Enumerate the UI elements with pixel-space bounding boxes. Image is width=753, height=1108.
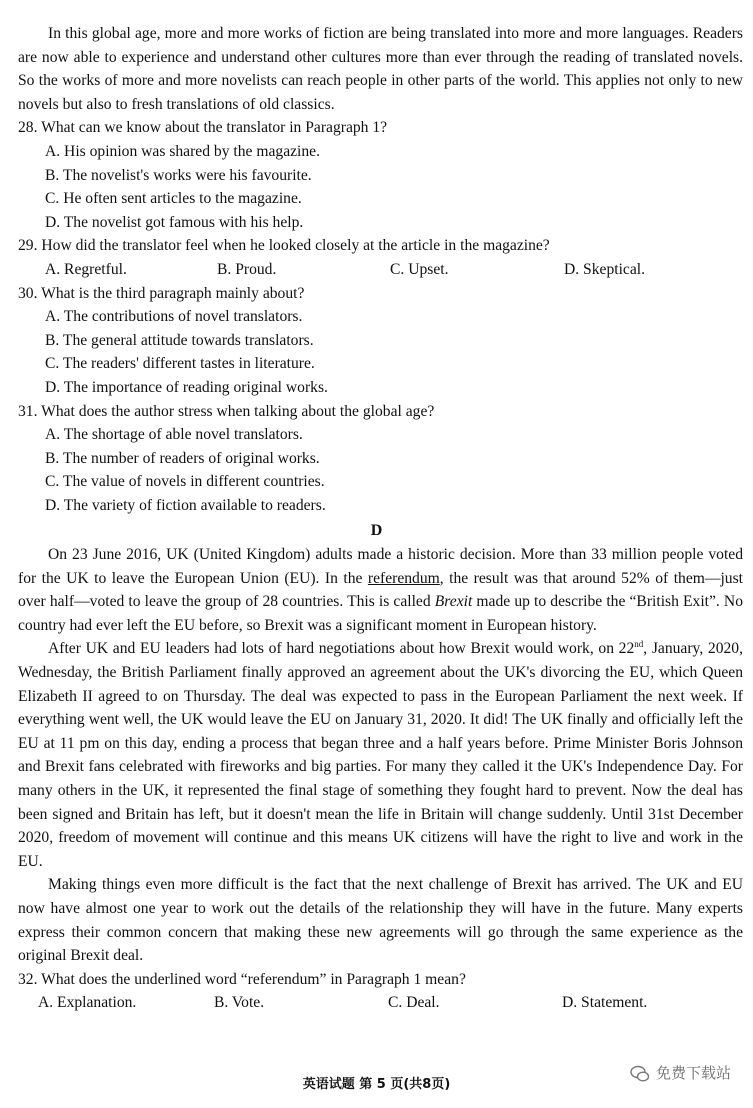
question-30: [0, 282, 753, 400]
option-b: B. The number of readers of original works.: [45, 449, 320, 467]
passage-d-paragraph-3: Making things even more difficult is the fact that the next challenge of Brexit has arrived. The UK and EU now have almost one year to work out the details of the relationship they will have in the future. Many experts express their common concern that making these new agreements will go through the same experience as the original Brexit deal.: [18, 876, 743, 965]
option-b: B. Proud.: [217, 260, 277, 278]
option-b: B. The general attitude towards translators.: [45, 331, 314, 349]
question-stem: 30. What is the third paragraph mainly about?: [18, 284, 305, 302]
underlined-word: referendum: [367, 569, 440, 587]
option-d: D. The importance of reading original works.: [45, 378, 328, 396]
question-stem: 31. What does the author stress when talking about the global age?: [18, 402, 435, 420]
text-run: , the result was that around 52% of them—just over half—voted to leave the group of 28 countries. This is called: [18, 569, 743, 611]
text-run: made up to describe the “British Exit”. No country had ever left the EU before, so Brexit was a significant moment in European history.: [18, 593, 743, 634]
option-b: B. Vote.: [214, 994, 265, 1012]
option-a: A. The contributions of novel translators.: [45, 308, 303, 326]
options-row: [38, 991, 743, 1015]
option-a: A. The shortage of able novel translators.: [45, 426, 303, 444]
option-c: C. Deal.: [388, 994, 440, 1012]
text-run: , January, 2020, Wednesday, the British Parliament finally approved an agreement about the UK's divorcing the EU, which Queen Elizabeth II agreed to on Thursday. The deal was expected to pass in the European Parliament the next week. If everything went well, the UK would leave the EU on January 31, 2020. It did! The UK finally and officially left the EU at 11 pm on this day, ending a process that began three and a half years before. Prime Minister Boris Johnson and Brexit fans celebrated with fireworks and big parties. For many they called it the UK's Independence Day. For many others in the UK, it represented the final stage of something they fought hard to prevent. Now the deal has been signed and Britain has left, but it doesn't mean the life in Britain will change suddenly. Until 31st December 2020, freedom of movement will continue and this means UK citizens will have the right to live and work in the EU.: [18, 640, 743, 870]
option-a: A. His opinion was shared by the magazine.: [45, 142, 320, 160]
question-31: [0, 400, 753, 518]
text-run: After UK and EU leaders had lots of hard negotiations about how Brexit would work, on 22: [48, 640, 635, 658]
exam-page: [0, 8, 753, 1015]
section-d-title: D: [370, 522, 383, 540]
option-a: A. Explanation.: [38, 994, 137, 1012]
question-32: [0, 968, 753, 1015]
option-d: D. The variety of fiction available to readers.: [45, 496, 326, 514]
question-stem: 32. What does the underlined word “referendum” in Paragraph 1 mean?: [18, 970, 466, 988]
option-c: C. The readers' different tastes in literature.: [45, 355, 315, 373]
italic-term: Brexit: [434, 593, 473, 611]
watermark-text: 免费下载站: [655, 1064, 731, 1082]
question-29: [0, 234, 753, 281]
text-run: On 23 June 2016, UK (United Kingdom) adults made a historic decision. More than 33 million people voted for the UK to leave the European Union (EU). In the: [18, 546, 743, 587]
option-c: C. The value of novels in different countries.: [45, 473, 325, 491]
option-d: D. Statement.: [562, 994, 648, 1012]
option-d: D. The novelist got famous with his help.: [45, 213, 304, 231]
option-b: B. The novelist's works were his favourite.: [45, 166, 312, 184]
option-c: C. He often sent articles to the magazine.: [45, 190, 302, 208]
question-28: [0, 116, 753, 234]
option-c: C. Upset.: [390, 260, 449, 278]
passage-d-paragraph-1: [18, 543, 743, 637]
option-d: D. Skeptical.: [564, 260, 645, 278]
question-stem: 28. What can we know about the translator in Paragraph 1?: [18, 119, 388, 137]
passage-d-paragraph-2: [18, 637, 743, 873]
option-a: A. Regretful.: [45, 260, 127, 278]
watermark: [630, 1062, 731, 1086]
question-stem: 29. How did the translator feel when he looked closely at the article in the magazine?: [18, 237, 550, 255]
options-row: [45, 258, 743, 282]
page-footer: 英语试题 第 5 页(共8页): [302, 1077, 451, 1092]
ordinal-suffix: nd: [634, 639, 644, 650]
wechat-icon: [630, 1064, 650, 1084]
passage-c-last-paragraph: In this global age, more and more works of fiction are being translated into more and more languages. Readers are now able to experience and understand other cultures more than ever through the reading of translated novels. So the works of more and more novelists can reach people in other parts of the world. This applies not only to new novels but also to fresh translations of old classics.: [18, 25, 743, 113]
